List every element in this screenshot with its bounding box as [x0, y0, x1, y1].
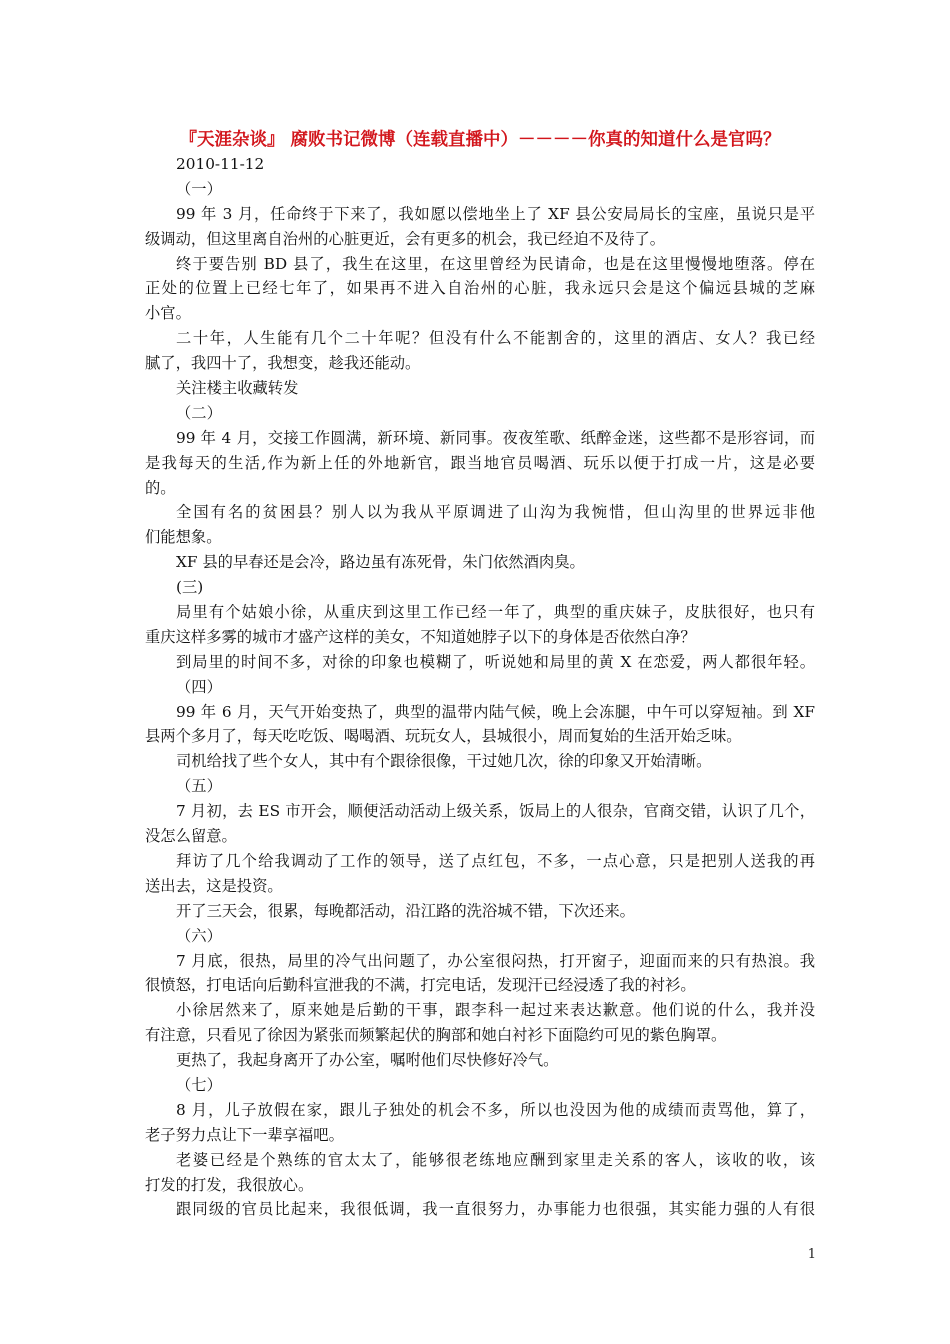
text-line: 更热了，我起身离开了办公室，嘱咐他们尽快修好冷气。: [176, 1051, 559, 1070]
text-line: 99 年 4 月，交接工作圆满，新环境、新同事。夜夜笙歌、纸醉金迷，这些都不是形容词，而: [176, 428, 815, 447]
text-line: 是我每天的生活,作为新上任的外地新官，跟当地官员喝酒、玩乐以便于打成一片，这是必要: [145, 453, 815, 472]
text-line: 终于要告别 BD 县了，我生在这里，在这里曾经为民请命，也是在这里慢慢地堕落。停在: [176, 254, 815, 273]
text-line: 跟同级的官员比起来，我很低调，我一直很努力，办事能力也很强，其实能力强的人有很: [176, 1200, 815, 1219]
text-line: 拜访了几个给我调动了工作的领导，送了点红包，不多，一点心意，只是把别人送我的再: [176, 851, 815, 870]
text-line: 小徐居然来了，原来她是后勤的干事，跟李科一起过来表达歉意。他们说的什么，我并没: [176, 1001, 815, 1020]
text-line: 们能想象。: [145, 528, 222, 547]
text-line: 8 月，儿子放假在家，跟儿子独处的机会不多，所以也没因为他的成绩而责骂他，算了，: [176, 1100, 815, 1119]
text-line: （五）: [176, 777, 222, 796]
document-title: 『天涯杂谈』 腐败书记微博（连载直播中）－－－－你真的知道什么是官吗？: [179, 130, 781, 150]
text-line: 全国有名的贫困县？别人以为我从平原调进了山沟为我惋惜，但山沟里的世界远非他: [176, 503, 815, 522]
text-line: 到局里的时间不多，对徐的印象也模糊了，听说她和局里的黄 X 在恋爱，两人都很年轻。: [176, 652, 815, 671]
text-line: 县两个多月了，每天吃吃饭、喝喝酒、玩玩女人，县城很小，周而复始的生活开始乏味。: [145, 727, 742, 746]
text-line: （七）: [176, 1075, 222, 1094]
text-line: 有注意，只看见了徐因为紧张而频繁起伏的胸部和她白衬衫下面隐约可见的紫色胸罩。: [145, 1026, 727, 1045]
text-line: 关注楼主收藏转发: [176, 379, 299, 398]
text-line: 很愤怒，打电话向后勤科宣泄我的不满，打完电话，发现汗已经浸透了我的衬衫。: [145, 976, 696, 995]
document-body: [145, 152, 815, 1222]
text-line: 7 月初，去 ES 市开会，顺便活动活动上级关系，饭局上的人很杂，官商交错，认识了几个，: [176, 802, 815, 821]
text-line: 老婆已经是个熟练的官太太了，能够很老练地应酬到家里走关系的客人，该收的收，该: [176, 1150, 815, 1169]
text-line: XF 县的早春还是会冷，路边虽有冻死骨，朱门依然酒肉臭。: [176, 553, 585, 572]
text-line: 送出去，这是投资。: [145, 876, 283, 895]
text-line: 局里有个姑娘小徐，从重庆到这里工作已经一年了，典型的重庆妹子，皮肤很好，也只有: [176, 603, 815, 622]
text-line: 老子努力点让下一辈享福吧。: [145, 1125, 344, 1144]
page-number: 1: [807, 1247, 816, 1262]
text-line: 二十年，人生能有几个二十年呢？但没有什么不能割舍的，这里的酒店、女人？我已经: [176, 329, 815, 348]
text-line: 腻了，我四十了，我想变，趁我还能动。: [145, 354, 421, 373]
text-line: 没怎么留意。: [145, 827, 237, 846]
text-line: 重庆这样多雾的城市才盛产这样的美女，不知道她脖子以下的身体是否依然白净？: [145, 627, 696, 646]
text-line: （六）: [176, 926, 222, 945]
text-line: （二）: [176, 403, 222, 422]
text-line: 的。: [145, 478, 176, 497]
text-line: 级调动，但这里离自治州的心脏更近，会有更多的机会，我已经迫不及待了。: [145, 229, 666, 248]
text-line: 99 年 3 月，任命终于下来了，我如愿以偿地坐上了 XF 县公安局局长的宝座，虽说只是平: [176, 204, 815, 223]
text-line: 2010-11-12: [176, 155, 265, 173]
text-line: 开了三天会，很累，每晚都活动，沿江路的洗浴城不错，下次还来。: [176, 901, 635, 920]
text-line: 司机给找了些个女人，其中有个跟徐很像，干过她几次，徐的印象又开始清晰。: [176, 752, 712, 771]
text-line: (三): [176, 578, 204, 597]
text-line: （四）: [176, 677, 222, 696]
text-line: 99 年 6 月，天气开始变热了，典型的温带内陆气候，晚上会冻腿，中午可以穿短袖。到 XF: [176, 702, 815, 721]
text-line: 7 月底，很热，局里的冷气出问题了，办公室很闷热，打开窗子，迎面而来的只有热浪。我: [176, 951, 815, 970]
text-line: 小官。: [145, 304, 191, 323]
text-line: 打发的打发，我很放心。: [145, 1175, 314, 1194]
text-line: 正处的位置上已经七年了，如果再不进入自治州的心脏，我永远只会是这个偏远县城的芝麻: [145, 279, 815, 298]
text-line: （一）: [176, 179, 222, 198]
